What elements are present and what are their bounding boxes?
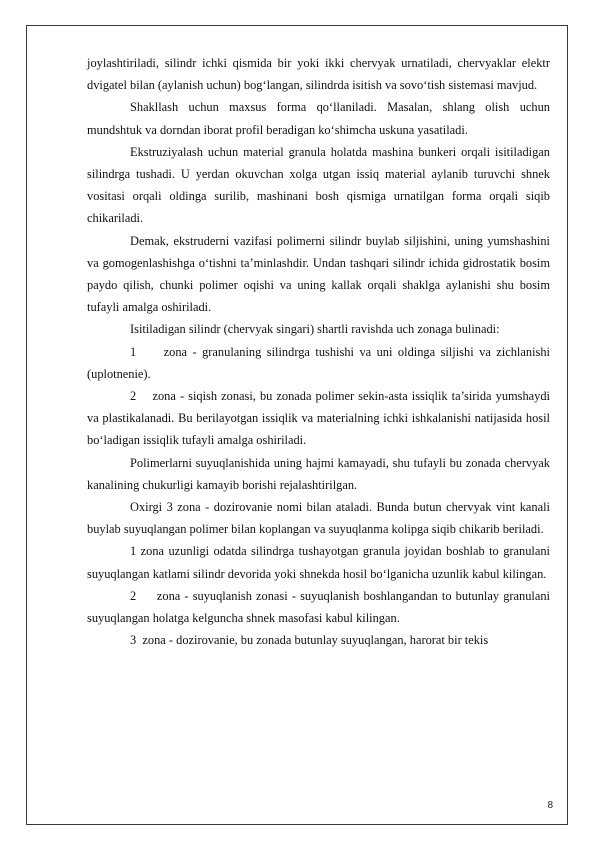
paragraph: Isitiladigan silindr (chervyak singari) shartli ravishda uch zonaga bulinadi:	[130, 322, 500, 337]
list-number: 1	[130, 544, 137, 559]
list-number: 2	[130, 588, 137, 603]
paragraph: Polimerlarni suyuqlanishida uning hajmi kamayadi, shu tufayli bu zonada chervyak kanalining chukurligi kamayib borishi rejalashtirilgan.	[87, 455, 550, 492]
paragraph: joylashtiriladi, silindr ichki qismida bir yoki ikki chervyak urnatiladi, chervyaklar elektr dvigatel bilan (aylanish uchun) bog‘langan, silindrda isitish va sovo‘tish sistemasi mavjud.	[87, 56, 550, 93]
document-body	[87, 52, 550, 651]
list-text: zona - siqish zonasi, bu zonada polimer sekin-asta issiqlik ta’sirida yumshaydi va plastikalanadi. Bu berilayotgan issiqlik va materialning ichki ishkalanishi natijasida hosil bo‘ladigan issiqlik tufayli amalga oshiriladi.	[87, 389, 551, 448]
list-number: 2	[130, 389, 137, 404]
list-item	[87, 629, 550, 651]
list-text: zona - granulaning silindrga tushishi va uni oldinga siljishi va zichlanishi (uplotnenie).	[87, 344, 550, 381]
list-number: 1	[130, 344, 137, 359]
list-item	[87, 341, 550, 385]
list-text: zona uzunligi odatda silindrga tushayotgan granula joyidan boshlab to granulani suyuqlangan katlami silindr devorida yoki shnekda hosil bo‘lganicha uzunlik kabul kilingan.	[87, 544, 550, 581]
page-number: 8	[547, 800, 553, 811]
paragraph: Shakllash uchun maxsus forma qo‘llaniladi. Masalan, shlang olish uchun mundshtuk va dorndan iborat profil beradigan ko‘shimcha uskuna yasatiladi.	[87, 100, 550, 137]
paragraph: Ekstruziyalash uchun material granula holatda mashina bunkeri orqali isitiladigan silindrga tushadi. U yerdan okuvchan xolga utgan issiq material aylanib turuvchi shnek vositasi orqali oldinga surilib, mashinani bosh qismiga urnatilgan forma orqali siqib chikariladi.	[87, 144, 550, 226]
list-text: zona - dozirovanie, bu zonada butunlay suyuqlangan, harorat bir tekis	[142, 633, 489, 648]
paragraph: Demak, ekstruderni vazifasi polimerni silindr buylab siljishini, uning yumshashini va gomogenlashishga o‘tishni ta’minlashdir. Undan tashqari silindr ichida gidrostatik bosim paydo qilish, chunki polimer oqishi va uning kallak orqali shaklga aylanishi shu bosim tufayli amalga oshiriladi.	[87, 233, 550, 315]
list-item	[87, 385, 550, 452]
list-item	[87, 585, 550, 629]
list-number: 3	[130, 633, 137, 648]
paragraph: Oxirgi 3 zona - dozirovanie nomi bilan ataladi. Bunda butun chervyak vint kanali buylab suyuqlangan polimer bilan koplangan va suyuqlanma kolipga siqib chikarib beriladi.	[87, 500, 550, 537]
list-text: zona - suyuqlanish zonasi - suyuqlanish boshlangandan to butunlay granulani suyuqlangan holatga kelguncha shnek masofasi kabul kilingan.	[87, 588, 550, 626]
list-item	[87, 540, 550, 584]
